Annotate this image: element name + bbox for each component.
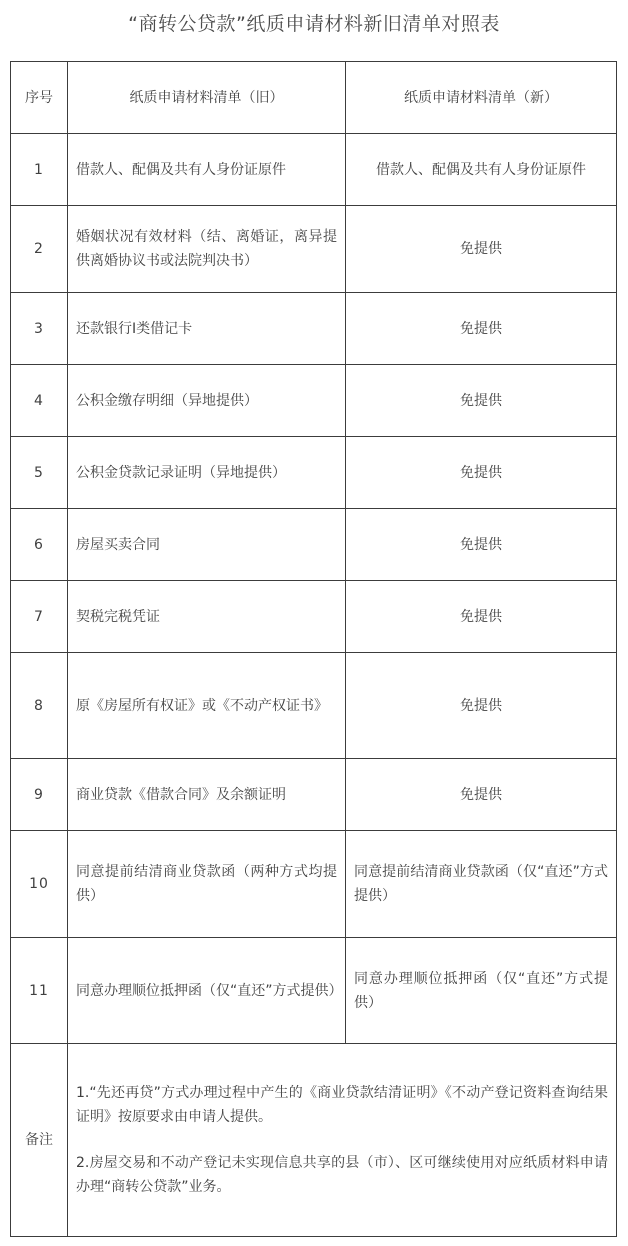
old-material: 房屋买卖合同 [68, 509, 346, 581]
table-row [11, 831, 617, 938]
note-item: 2.房屋交易和不动产登记未实现信息共享的县（市）、区可继续使用对应纸质材料申请办理“商转公贷款”业务。 [76, 1155, 608, 1195]
row-index: 11 [11, 938, 68, 1044]
table-row [11, 759, 617, 831]
row-index: 5 [11, 437, 68, 509]
row-index: 6 [11, 509, 68, 581]
row-index: 8 [11, 653, 68, 759]
new-material: 同意提前结清商业贷款函（仅“直还”方式提供） [346, 831, 617, 938]
row-index: 2 [11, 206, 68, 293]
old-material: 同意提前结清商业贷款函（两种方式均提供） [68, 831, 346, 938]
notes-label: 备注 [11, 1044, 68, 1237]
new-material: 免提供 [346, 437, 617, 509]
note-item: 1.“先还再贷”方式办理过程中产生的《商业贷款结清证明》《不动产登记资料查询结果证明》按原要求由申请人提供。 [76, 1085, 608, 1125]
header-old-list: 纸质申请材料清单（旧） [68, 62, 346, 134]
new-material: 免提供 [346, 206, 617, 293]
row-index: 3 [11, 293, 68, 365]
table-row [11, 293, 617, 365]
new-material: 免提供 [346, 293, 617, 365]
new-material: 借款人、配偶及共有人身份证原件 [346, 134, 617, 206]
old-material: 婚姻状况有效材料（结、离婚证，离异提供离婚协议书或法院判决书） [68, 206, 346, 293]
old-material: 公积金贷款记录证明（异地提供） [68, 437, 346, 509]
table-row [11, 509, 617, 581]
new-material: 免提供 [346, 365, 617, 437]
comparison-table [10, 61, 617, 1237]
notes-body [68, 1044, 617, 1237]
row-index: 7 [11, 581, 68, 653]
old-material: 原《房屋所有权证》或《不动产权证书》 [68, 653, 346, 759]
old-material: 公积金缴存明细（异地提供） [68, 365, 346, 437]
new-material: 免提供 [346, 653, 617, 759]
table-row [11, 437, 617, 509]
new-material: 免提供 [346, 759, 617, 831]
page-title: “商转公贷款”纸质申请材料新旧清单对照表 [128, 13, 500, 35]
notes-row [11, 1044, 617, 1237]
table-row [11, 938, 617, 1044]
row-index: 1 [11, 134, 68, 206]
header-new-list: 纸质申请材料清单（新） [346, 62, 617, 134]
old-material: 同意办理顺位抵押函（仅“直还”方式提供） [68, 938, 346, 1044]
row-index: 10 [11, 831, 68, 938]
table-row [11, 365, 617, 437]
old-material: 契税完税凭证 [68, 581, 346, 653]
new-material: 免提供 [346, 509, 617, 581]
old-material: 还款银行I类借记卡 [68, 293, 346, 365]
row-index: 9 [11, 759, 68, 831]
old-material: 借款人、配偶及共有人身份证原件 [68, 134, 346, 206]
header-index: 序号 [11, 62, 68, 134]
old-material: 商业贷款《借款合同》及余额证明 [68, 759, 346, 831]
table-header-row [11, 62, 617, 134]
table-row [11, 206, 617, 293]
row-index: 4 [11, 365, 68, 437]
table-row [11, 134, 617, 206]
new-material: 免提供 [346, 581, 617, 653]
new-material: 同意办理顺位抵押函（仅“直还”方式提供） [346, 938, 617, 1044]
table-row [11, 653, 617, 759]
table-row [11, 581, 617, 653]
